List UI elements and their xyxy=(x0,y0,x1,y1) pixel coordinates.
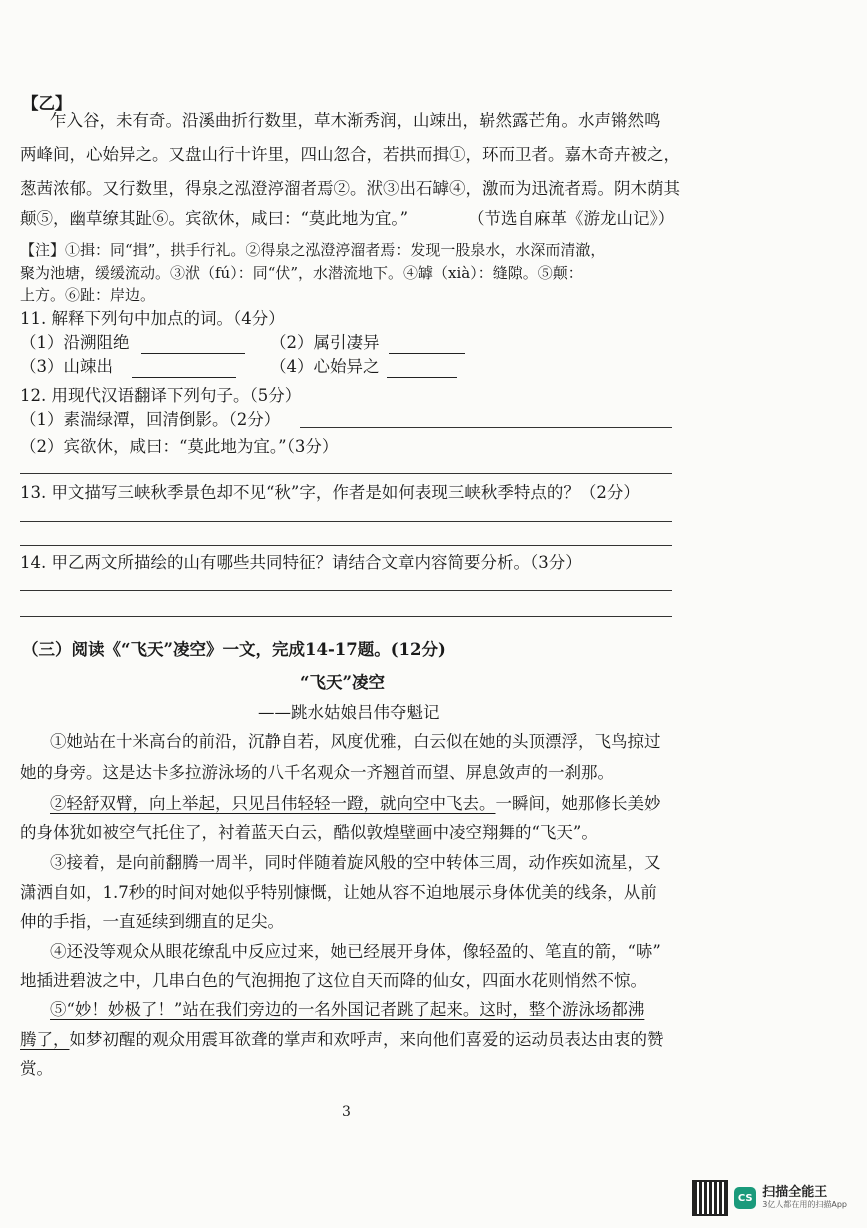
q14-title: 14. 甲乙两文所描绘的山有哪些共同特征？请结合文章内容简要分析。（3分） xyxy=(20,553,582,572)
p1-line-1: ①她站在十米高台的前沿，沉静自若，风度优雅，白云似在她的头顶漂浮，飞鸟掠过 xyxy=(50,732,661,751)
p5-line-3: 赏。 xyxy=(20,1059,53,1078)
q14-answer-line-1[interactable] xyxy=(20,590,672,591)
q11-item-2 xyxy=(270,332,465,354)
q14-answer-line-2[interactable] xyxy=(20,616,672,617)
yi-line-3: 葱茜浓郁。又行数里，得泉之泓澄渟溜者焉②。洑③出石罅④，激而为迅流者焉。阴木荫其 xyxy=(20,179,680,198)
watermark-brand xyxy=(762,1186,847,1209)
p2-rest: 一瞬间，她那修长美妙 xyxy=(495,794,661,813)
q11-answer-4[interactable] xyxy=(387,361,457,378)
p3-line-3: 伸的手指，一直延续到绷直的足尖。 xyxy=(20,912,284,931)
p5-underlined-2: 腾了， xyxy=(20,1030,70,1049)
watermark-brand-name: 扫描全能王 xyxy=(762,1185,828,1201)
p5-rest-2: 如梦初醒的观众用震耳欲聋的掌声和欢呼声，来向他们喜爱的运动员表达由衷的赞 xyxy=(69,1030,664,1049)
q11-item-1 xyxy=(20,332,245,354)
q12-item-1: （1）素湍绿潭，回清倒影。（2分） xyxy=(20,410,281,429)
p4-line-1: ④还没等观众从眼花缭乱中反应过来，她已经展开身体，像轻盈的、笔直的箭，“哧” xyxy=(50,942,661,961)
p5-line-1 xyxy=(50,999,644,1021)
q12-answer-line-1[interactable] xyxy=(300,427,672,428)
q11-item-4-text: （4）心始异之 xyxy=(270,357,380,376)
q11-item-1-text: （1）沿溯阻绝 xyxy=(20,333,130,352)
yi-note-3: 上方。⑥趾：岸边。 xyxy=(20,286,156,304)
q11-title: 11. 解释下列句中加点的词。（4分） xyxy=(20,309,285,328)
page-number: 3 xyxy=(342,1104,351,1120)
section3-heading: （三）阅读《“飞天”凌空》一文，完成14-17题。(12分) xyxy=(22,640,446,659)
article-subtitle: ——跳水姑娘吕伟夺魁记 xyxy=(258,703,440,722)
q12-title: 12. 用现代汉语翻译下列句子。（5分） xyxy=(20,386,302,405)
p2-line-1 xyxy=(50,793,661,815)
p4-line-2: 地插进碧波之中，几串白色的气泡拥抱了这位自天而降的仙女，四面水花则悄然不惊。 xyxy=(20,971,647,990)
q12-answer-line-2[interactable] xyxy=(20,473,672,474)
p3-line-2: 潇洒自如，1.7秒的时间对她似乎特别慷慨，让她从容不迫地展示身体优美的线条，从前 xyxy=(20,883,657,902)
qr-code-icon xyxy=(692,1180,728,1216)
watermark-tagline: 3亿人都在用的扫描App xyxy=(762,1199,847,1209)
section-yi-heading: 【乙】 xyxy=(22,94,72,113)
q13-answer-line-2[interactable] xyxy=(20,545,672,546)
q13-answer-line-1[interactable] xyxy=(20,521,672,522)
q11-answer-1[interactable] xyxy=(141,337,245,354)
p1-line-2: 她的身旁。这是达卡多拉游泳场的八千名观众一齐翘首而望、屏息敛声的一刹那。 xyxy=(20,763,614,782)
camscanner-logo-icon: CS xyxy=(734,1187,756,1209)
q11-answer-2[interactable] xyxy=(389,337,465,354)
yi-line-1: 乍入谷，未有奇。沿溪曲折行数里，草木渐秀润，山竦出，崭然露芒角。水声锵然鸣 xyxy=(50,111,661,130)
article-title: “飞天”凌空 xyxy=(300,673,385,692)
yi-source: （节选自麻革《游龙山记》） xyxy=(468,209,675,228)
q11-answer-3[interactable] xyxy=(132,361,236,378)
yi-note-2: 聚为池塘，缓缓流动。③洑（fú）：同“伏”，水潜流地下。④罅（xià）：缝隙。⑤颠： xyxy=(20,264,583,282)
q13-title: 13. 甲文描写三峡秋季景色却不见“秋”字，作者是如何表现三峡秋季特点的？（2分） xyxy=(20,483,640,502)
p3-line-1: ③接着，是向前翻腾一周半，同时伴随着旋风般的空中转体三周，动作疾如流星，又 xyxy=(50,853,661,872)
yi-line-4: 颠⑤，幽草缭其趾⑥。宾欲休，咸曰：“莫此地为宜。” xyxy=(20,209,409,228)
q11-item-4 xyxy=(270,356,457,378)
q12-item-2: （2）宾欲休，咸曰：“莫此地为宜。”（3分） xyxy=(20,437,339,456)
q11-item-2-text: （2）属引凄异 xyxy=(270,333,380,352)
p2-line-2: 的身体犹如被空气托住了，衬着蓝天白云，酷似敦煌壁画中凌空翔舞的“飞天”。 xyxy=(20,823,598,842)
p5-underlined-1: ⑤“妙！妙极了！”站在我们旁边的一名外国记者跳了起来。这时，整个游泳场都沸 xyxy=(50,1000,645,1019)
scanner-watermark xyxy=(692,1180,847,1216)
p2-underlined: ②轻舒双臂，向上举起，只见吕伟轻轻一蹬，就向空中飞去。 xyxy=(50,794,496,813)
yi-note-1: 【注】①揖：同“揖”，拱手行礼。②得泉之泓澄渟溜者焉：发现一股泉水，水深而清澈， xyxy=(20,241,606,259)
q11-item-3 xyxy=(20,356,236,378)
q11-item-3-text: （3）山竦出 xyxy=(20,357,113,376)
p5-line-2 xyxy=(20,1029,664,1051)
yi-line-2: 两峰间，心始异之。又盘山行十许里，四山忽合，若拱而揖①，环而卫者。嘉木奇卉被之， xyxy=(20,145,680,164)
